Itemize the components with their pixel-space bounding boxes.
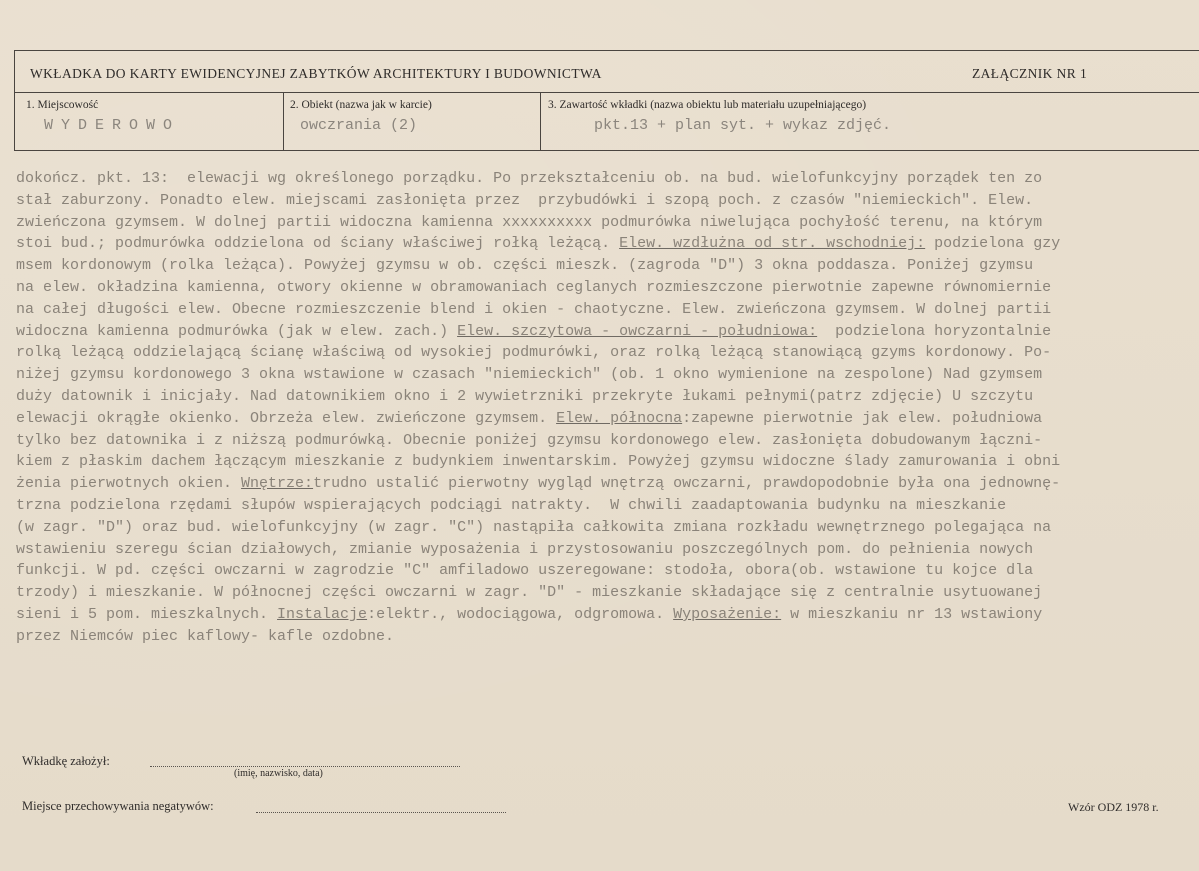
typed-description (16, 168, 1199, 648)
text-segment: żenia pierwotnych okien. (16, 475, 242, 493)
text-segment: wstawieniu szeregu ścian działowych, zmianie wyposażenia i przystosowaniu poszczególnych pom. do pełnienia nowych (16, 540, 1034, 558)
text-segment: duży datownik i inicjały. Nad datownikiem okno i 2 wywietrzniki przekryte łukami pełnymi(patrz zdjęcie) U szczytu (16, 387, 1034, 405)
insert-author-label: Wkładkę założył: (22, 754, 110, 768)
header-rule (14, 92, 1199, 93)
section-heading: Elew. północna (556, 409, 683, 427)
text-segment: rolką leżącą oddzielającą ścianę właściwą od wysokiej podmurówki, oraz rolką leżącą stanowiącą gzyms kordonowy. Po- (16, 344, 1052, 362)
contents-label: 3. Zawartość wkładki (nazwa obiektu lub materiału uzupełniającego) (548, 99, 867, 111)
text-segment: :zapewne pierwotnie jak elew. południowa (682, 409, 1043, 427)
text-line (16, 212, 1199, 234)
section-heading: Wnętrze: (241, 475, 314, 493)
text-segment: przez Niemców piec kaflowy- kafle ozdobne. (16, 627, 395, 645)
text-line (16, 277, 1199, 299)
text-line (16, 299, 1199, 321)
text-segment: (w zagr. "D") oraz bud. wielofunkcyjny (w zagr. "C") nastąpiła całkowita zmiana rozkładu wewnętrznego polegająca na (16, 518, 1052, 536)
text-line (16, 582, 1199, 604)
text-segment: funkcji. W pd. części owczarni w zagrodzie "C" amfiladowo uszeregowane: stodoła, obora(ob. wstawione tu kojce dla (16, 562, 1034, 580)
text-segment: podzielona gzy (925, 235, 1061, 253)
text-line (16, 321, 1199, 343)
text-segment: dokończ. pkt. 13: elewacji wg określonego porządku. Po przekształceniu ob. na bud. wielofunkcyjny porządek ten zo (16, 170, 1043, 187)
left-rule (14, 50, 15, 150)
field-separator-2 (540, 92, 541, 150)
insert-author-line (150, 766, 460, 767)
text-line (16, 190, 1199, 212)
fields-rule (14, 150, 1199, 151)
text-segment: msem kordonowym (rolka leżąca). Powyżej gzymsu w ob. części mieszk. (zagroda "D") 3 okna poddasza. Poniżej gzymsu (16, 257, 1034, 275)
text-line (16, 430, 1199, 452)
text-line (16, 473, 1199, 495)
text-segment: podzielona horyzontalnie (817, 322, 1052, 340)
text-segment: sieni i 5 pom. mieszkalnych. (16, 605, 278, 623)
text-line (16, 517, 1199, 539)
text-segment: w mieszkaniu nr 13 wstawiony (781, 605, 1043, 623)
attachment-number: ZAŁĄCZNIK NR 1 (972, 66, 1088, 81)
text-segment: stał zaburzony. Ponadto elew. miejscami zasłonięta przez przybudówki i szopą poch. z czasów "niemieckich". Elew. (16, 191, 1034, 209)
text-line (16, 386, 1199, 408)
form-title: WKŁADKA DO KARTY EWIDENCYJNEJ ZABYTKÓW ARCHITEKTURY I BUDOWNICTWA (30, 66, 602, 81)
contents-value: pkt.13 + plan syt. + wykaz zdjęć. (594, 117, 892, 134)
text-segment: elewacji okrągłe okienko. Obrzeża elew. zwieńczone gzymsem. (16, 409, 557, 427)
text-segment: widoczna kamienna podmurówka (jak w elew. zach.) (16, 322, 458, 340)
top-rule (14, 50, 1199, 51)
text-line (16, 560, 1199, 582)
text-segment: stoi bud.; podmurówka oddzielona od ściany właściwej rołką leżącą. (16, 235, 620, 253)
negatives-storage-line (256, 812, 506, 813)
object-value: owczrania (2) (300, 117, 418, 134)
text-line (16, 408, 1199, 430)
locality-label: 1. Miejscowość (26, 99, 99, 111)
text-line (16, 233, 1199, 255)
section-heading: Elew. szczytowa - owczarni - południowa: (457, 322, 818, 340)
insert-author-note: (imię, nazwisko, data) (234, 768, 323, 779)
text-segment: niżej gzymsu kordonowego 3 okna wstawione w czasach "niemieckich" (ob. 1 okno wymienione na zespolone) Nad gzymsem (16, 366, 1043, 384)
locality-value: WYDEROWO (44, 117, 181, 134)
text-line (16, 168, 1199, 190)
negatives-storage-label: Miejsce przechowywania negatywów: (22, 799, 214, 813)
text-line (16, 539, 1199, 561)
text-line (16, 451, 1199, 473)
text-segment: na elew. okładzina kamienna, otwory okienne w obramowaniach ceglanych rozmieszczone pierwotnie zapewne równomiernie (16, 278, 1052, 296)
text-segment: trzna podzielona rzędami słupów wspierających podciągi natrakty. W chwili zaadaptowania budynku na mieszkanie (16, 496, 1007, 514)
text-line (16, 495, 1199, 517)
text-line (16, 364, 1199, 386)
text-line (16, 342, 1199, 364)
section-heading: Instalacje (277, 605, 368, 623)
field-separator-1 (283, 92, 284, 150)
text-line (16, 255, 1199, 277)
text-segment: na całej długości elew. Obecne rozmieszczenie blend i okien - chaotyczne. Elew. zwieńczona gzymsem. W dolnej partii (16, 300, 1052, 318)
object-label: 2. Obiekt (nazwa jak w karcie) (290, 99, 432, 111)
form-model: Wzór ODZ 1978 r. (1068, 800, 1159, 814)
text-segment: tylko bez datownika i z niższą podmurówką. Obecnie poniżej gzymsu kordonowego elew. zasłonięta dobudowanym łączni- (16, 431, 1043, 449)
text-line (16, 626, 1199, 648)
section-heading: Wyposażenie: (673, 605, 782, 623)
text-segment: trudno ustalić pierwotny wygląd wnętrzą owczarni, prawdopodobnie była ona jednownę- (313, 475, 1061, 493)
text-line (16, 604, 1199, 626)
section-heading: Elew. wzdłużna od str. wschodniej: (619, 235, 926, 253)
text-segment: kiem z płaskim dachem łączącym mieszkanie z budynkiem inwentarskim. Powyżej gzymsu widoczne ślady zamurowania i obni (16, 453, 1061, 471)
text-segment: zwieńczona gzymsem. W dolnej partii widoczna kamienna xxxxxxxxxx podmurówka niwelująca pochyłość terenu, na którym (16, 213, 1043, 231)
text-segment: trzody) i mieszkanie. W północnej części owczarni w zagr. "D" - mieszkanie składające się z centralnie usytuowanej (16, 584, 1043, 602)
text-segment: :elektr., wodociągowa, odgromowa. (367, 605, 674, 623)
